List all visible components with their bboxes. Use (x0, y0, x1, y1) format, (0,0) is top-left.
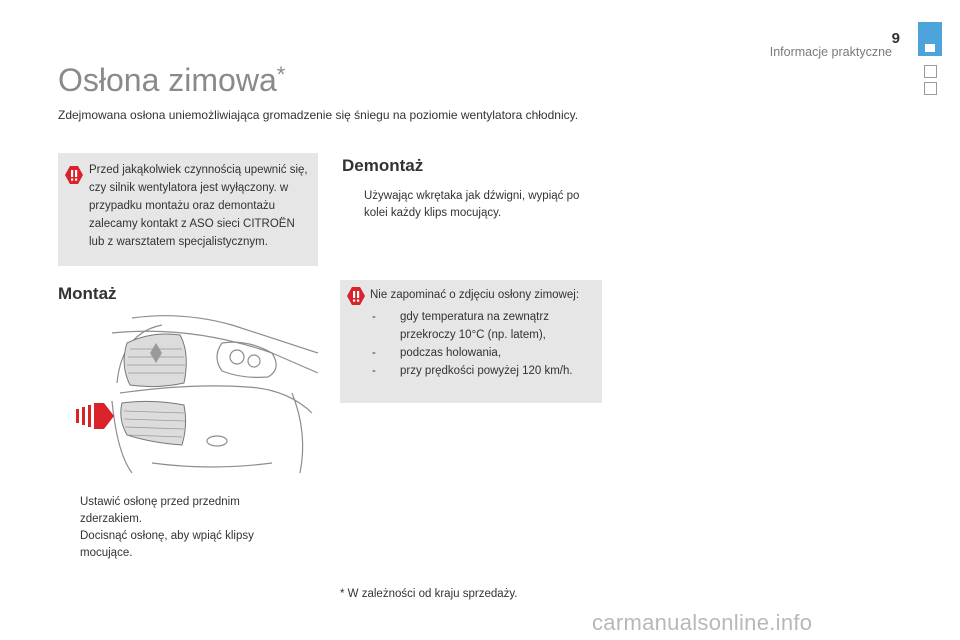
list-item (58, 528, 298, 562)
warning-text: Przed jakąkolwiek czynnością upewnić się, czy silnik wentylatora jest wyłączony. w przypadku montażu oraz demontażu zalecamy kontakt z ASO sieci CITROËN lub z warsztatem specjalistycznym. (89, 164, 308, 248)
watermark-link[interactable]: carmanualsonline.info (592, 610, 813, 635)
section-heading-montaz: Montaż (58, 284, 117, 303)
page-number: 9 (891, 30, 900, 47)
warning-box (58, 153, 318, 266)
step-text: Docisnąć osłonę, aby wpiąć klipsy mocujące. (80, 530, 254, 559)
dash-marker: - (372, 311, 376, 323)
step-text: Ustawić osłonę przed przednim zderzakiem. (80, 496, 240, 525)
list-item (370, 308, 596, 344)
montaz-steps (58, 494, 298, 562)
car-front-grille-illustration (72, 313, 318, 483)
footnote: * W zależności od kraju sprzedaży. (340, 588, 518, 600)
list-item (342, 188, 602, 222)
warning-text (370, 286, 596, 380)
page-title-text: Osłona zimowa (58, 62, 277, 98)
warning-icon (64, 165, 84, 185)
list-item (370, 344, 596, 362)
section-heading-demontaz: Demontaż (342, 156, 424, 175)
dash-marker: - (372, 347, 376, 359)
warning-intro: Nie zapominać o zdjęciu osłony zimowej: (370, 289, 580, 301)
warning-icon (346, 286, 366, 306)
section-tab[interactable] (924, 65, 937, 78)
title-footnote-marker: * (276, 62, 286, 87)
step-text: Używając wkrętaka jak dźwigni, wypiąć po kolei każdy klips mocujący. (364, 190, 580, 219)
list-item-text: gdy temperatura na zewnątrz przekroczy 10°C (np. latem), (400, 311, 549, 341)
warning-list (370, 308, 596, 380)
dash-marker: - (372, 365, 376, 377)
tab-marker (925, 44, 935, 52)
list-item-text: podczas holowania, (400, 347, 502, 359)
list-item (370, 362, 596, 380)
section-tab-active[interactable] (918, 22, 942, 56)
demontaz-steps (342, 188, 602, 222)
warning-box (340, 280, 602, 403)
page-title (58, 62, 285, 99)
section-label: Informacje praktyczne (769, 45, 892, 59)
list-item-text: przy prędkości powyżej 120 km/h. (400, 365, 573, 377)
intro-text: Zdejmowana osłona uniemożliwiająca gromadzenie się śniegu na poziomie wentylatora chłodnicy. (58, 108, 579, 122)
list-item (58, 494, 298, 528)
section-tab[interactable] (924, 82, 937, 95)
